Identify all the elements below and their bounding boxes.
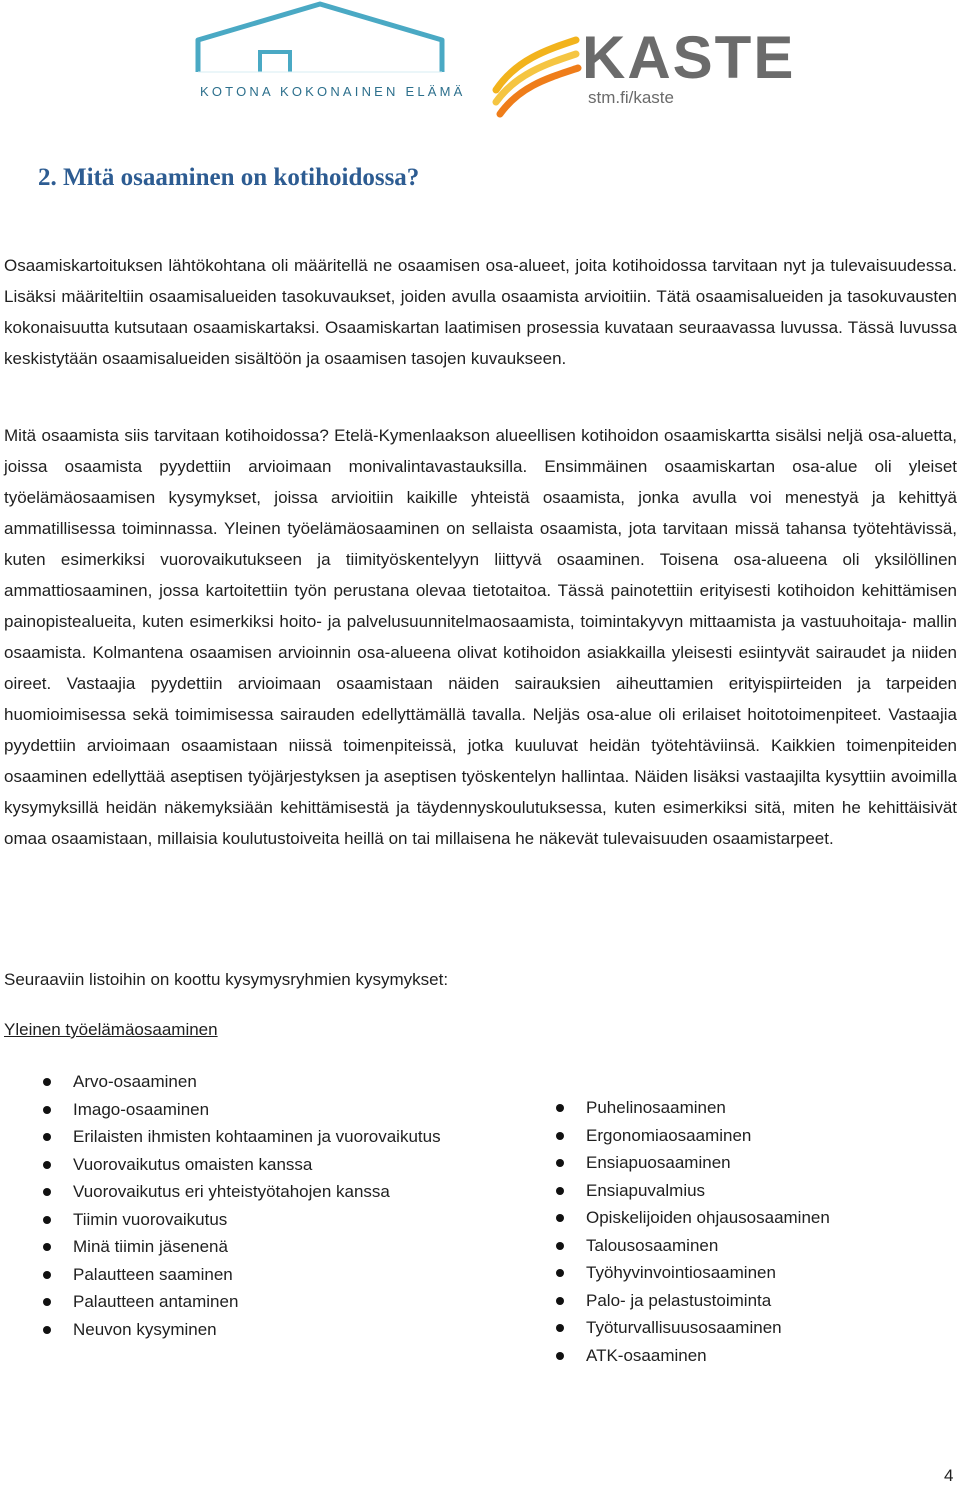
subheading: Yleinen työelämäosaaminen xyxy=(4,1020,218,1039)
page-number: 4 xyxy=(944,1466,954,1485)
kaste-logo xyxy=(486,20,796,124)
list-item: Puhelinosaaminen xyxy=(552,1094,932,1122)
intro-paragraph: Osaamiskartoituksen lähtökohtana oli määritellä ne osaamisen osa-alueet, joita kotihoidossa tarvitaan nyt ja tulevaisuudessa. Lisäksi määriteltiin osaamisalueiden tasokuvaukset, joiden avulla osaamista arvioitiin. Tätä osaamisalueiden ja tasokuvausten kokonaisuutta kutsutaan osaamiskartaksi. Osaamiskartan laatimisen prosessia kuvataan seuraavassa luvussa. Tässä luvussa keskistytään osaamisalueiden sisältöön ja osaamisen tasojen kuvaukseen. xyxy=(4,256,957,368)
body-paragraph: Mitä osaamista siis tarvitaan kotihoidossa? Etelä-Kymenlaakson alueellisen kotihoidon osaamiskartta sisälsi neljä osa-aluetta, joissa osaamista pyydettiin arvioimaan monivalintavastauksilla. Ensimmäinen osaamiskartan osa-alue oli yleiset työelämäosaamisen kysymykset, joissa arvioitiin kaikille yhteistä osaamista, jonka avulla voi menestyä ja kehittyä ammatillisessa toiminnassa. Yleinen työelämäosaaminen on sellaista osaamista, jota tarvitaan missä tahansa työtehtävissä, kuten esimerkiksi vuorovaikutukseen ja tiimityöskentelyyn liittyvä osaaminen. Toisena osa-alueena oli yksilöllinen ammattiosaaminen, jossa kartoitettiin työn perustana olevaa tietotaitoa. Tässä painotettiin erityisesti kotihoidon kehittämisen painopistealueita, kuten esimerkiksi hoito- ja palvelusuunnitelmaosaamista, toimintakyvyn mittaamista ja vastuuhoitaja- mallin osaamista. Kolmantena osaamisen arvioinnin osa-alueena olivat kotihoidon asiakkailla yleisesti esiintyvät sairaudet ja niiden oireet. Vastaajia pyydettiin arvioimaan osaamistaan näiden sairauksien aiheuttamien erityispiirteiden ja tarpeiden huomioimisessa sekä toimimisessa sairauden edellyttämällä tavalla. Neljäs osa-alue oli erilaiset hoitotoimenpiteet. Vastaajia pyydettiin arvioimaan osaamistaan niissä toimenpiteissä, jotka kuuluvat heidän työtehtäviinsä. Kaikkien toimenpiteiden osaaminen edellyttää aseptisen työjärjestyksen ja aseptisen työskentelyn hallintaa. Näiden lisäksi vastaajilta kysyttiin avoimilla kysymyksillä heidän näkemyksiään kehittämisestä ja täydennyskoulutuksessa, kuten esimerkiksi sitä, miten he kehittäisivät omaa osaamistaan, millaisia koulutustoiveita heillä on tai millaisena he näkevät tulevaisuuden osaamistarpeet. xyxy=(4,426,957,848)
list-item: Ensiapuosaaminen xyxy=(552,1149,932,1177)
logo-caption: KOTONA KOKONAINEN ELÄMÄ xyxy=(200,84,466,99)
list-item: Arvo-osaaminen xyxy=(39,1068,445,1096)
list-item: Neuvon kysyminen xyxy=(39,1316,445,1344)
list-item: Imago-osaaminen xyxy=(39,1096,445,1124)
list-item: Työhyvinvointiosaaminen xyxy=(552,1259,932,1287)
list-item: Erilaisten ihmisten kohtaaminen ja vuorovaikutus xyxy=(39,1123,445,1151)
list-item: Palo- ja pelastustoiminta xyxy=(552,1287,932,1315)
list-item: Työturvallisuusosaaminen xyxy=(552,1314,932,1342)
list-item: Tiimin vuorovaikutus xyxy=(39,1206,445,1234)
list-item: Palautteen saaminen xyxy=(39,1261,445,1289)
section-heading: 2. Mitä osaaminen on kotihoidossa? xyxy=(38,164,420,191)
list-item: Palautteen antaminen xyxy=(39,1288,445,1316)
kotona-kokonainen-elama-logo xyxy=(190,0,470,110)
list-item: Ensiapuvalmius xyxy=(552,1177,932,1205)
bullet-list-left xyxy=(39,1068,445,1343)
list-intro-paragraph: Seuraaviin listoihin on koottu kysymysryhmien kysymykset: xyxy=(4,970,449,989)
kaste-wave-icon xyxy=(486,20,586,124)
list-item: Vuorovaikutus eri yhteistyötahojen kanssa xyxy=(39,1178,445,1206)
house-outline-icon xyxy=(190,0,470,84)
list-item: Talousosaaminen xyxy=(552,1232,932,1260)
kaste-wordmark: KASTE xyxy=(582,24,796,91)
bullet-list-right xyxy=(552,1094,932,1369)
list-item: Opiskelijoiden ohjausosaaminen xyxy=(552,1204,932,1232)
kaste-url: stm.fi/kaste xyxy=(588,88,674,107)
list-item: Vuorovaikutus omaisten kanssa xyxy=(39,1151,445,1179)
list-item: Ergonomiaosaaminen xyxy=(552,1122,932,1150)
list-item: Minä tiimin jäsenenä xyxy=(39,1233,445,1261)
list-item: ATK-osaaminen xyxy=(552,1342,932,1370)
